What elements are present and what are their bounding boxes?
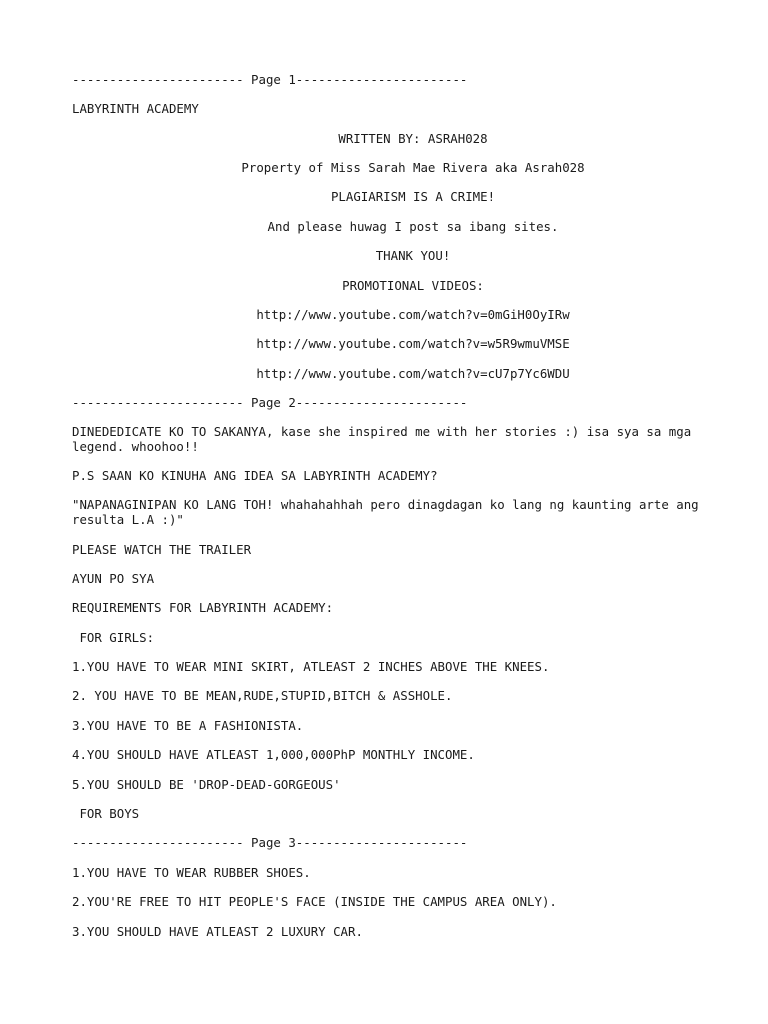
page-2-separator: ----------------------- Page 2----------------------- [72, 395, 468, 410]
girls-rule-1: 1.YOU HAVE TO WEAR MINI SKIRT, ATLEAST 2 INCHES ABOVE THE KNEES. [72, 659, 550, 674]
boys-rule-2: 2.YOU'RE FREE TO HIT PEOPLE'S FACE (INSIDE THE CAMPUS AREA ONLY). [72, 894, 557, 909]
dedication-paragraph: DINEDEDICATE KO TO SAKANYA, kase she inspired me with her stories :) isa sya sa mga legend. whoohoo!! [72, 424, 699, 454]
boys-rule-3: 3.YOU SHOULD HAVE ATLEAST 2 LUXURY CAR. [72, 924, 363, 939]
page-3-separator: ----------------------- Page 3----------------------- [72, 835, 468, 850]
for-boys-heading: FOR BOYS [72, 806, 140, 821]
requirements-heading: REQUIREMENTS FOR LABYRINTH ACADEMY: [72, 600, 334, 615]
thank-you-line: THANK YOU! [375, 248, 451, 263]
plagiarism-line: PLAGIARISM IS A CRIME! [330, 189, 496, 204]
promo-link-1[interactable]: http://www.youtube.com/watch?v=0mGiH0OyIRw [256, 307, 570, 322]
document-title: LABYRINTH ACADEMY [72, 101, 199, 116]
ps-answer: "NAPANAGINIPAN KO LANG TOH! whahahahhah pero dinagdagan ko lang ng kaunting arte ang resulta L.A :)" [72, 497, 707, 527]
promo-link-2[interactable]: http://www.youtube.com/watch?v=w5R9wmuVMSE [256, 336, 570, 351]
page-1-separator: ----------------------- Page 1----------------------- [72, 72, 468, 87]
for-girls-heading: FOR GIRLS: [72, 630, 155, 645]
author-line: WRITTEN BY: ASRAH028 [338, 131, 488, 146]
girls-rule-2: 2. YOU HAVE TO BE MEAN,RUDE,STUPID,BITCH & ASSHOLE. [72, 688, 453, 703]
property-line: Property of Miss Sarah Mae Rivera aka Asrah028 [241, 160, 585, 175]
promo-link-3[interactable]: http://www.youtube.com/watch?v=cU7p7Yc6WDU [256, 366, 570, 381]
girls-rule-4: 4.YOU SHOULD HAVE ATLEAST 1,000,000PhP MONTHLY INCOME. [72, 747, 475, 762]
boys-rule-1: 1.YOU HAVE TO WEAR RUBBER SHOES. [72, 865, 311, 880]
ayun-line: AYUN PO SYA [72, 571, 155, 586]
please-line: And please huwag I post sa ibang sites. [267, 219, 559, 234]
girls-rule-5: 5.YOU SHOULD BE 'DROP-DEAD-GORGEOUS' [72, 777, 341, 792]
promo-heading: PROMOTIONAL VIDEOS: [342, 278, 484, 293]
ps-question: P.S SAAN KO KINUHA ANG IDEA SA LABYRINTH ACADEMY? [72, 468, 438, 483]
watch-trailer-line: PLEASE WATCH THE TRAILER [72, 542, 252, 557]
girls-rule-3: 3.YOU HAVE TO BE A FASHIONISTA. [72, 718, 304, 733]
